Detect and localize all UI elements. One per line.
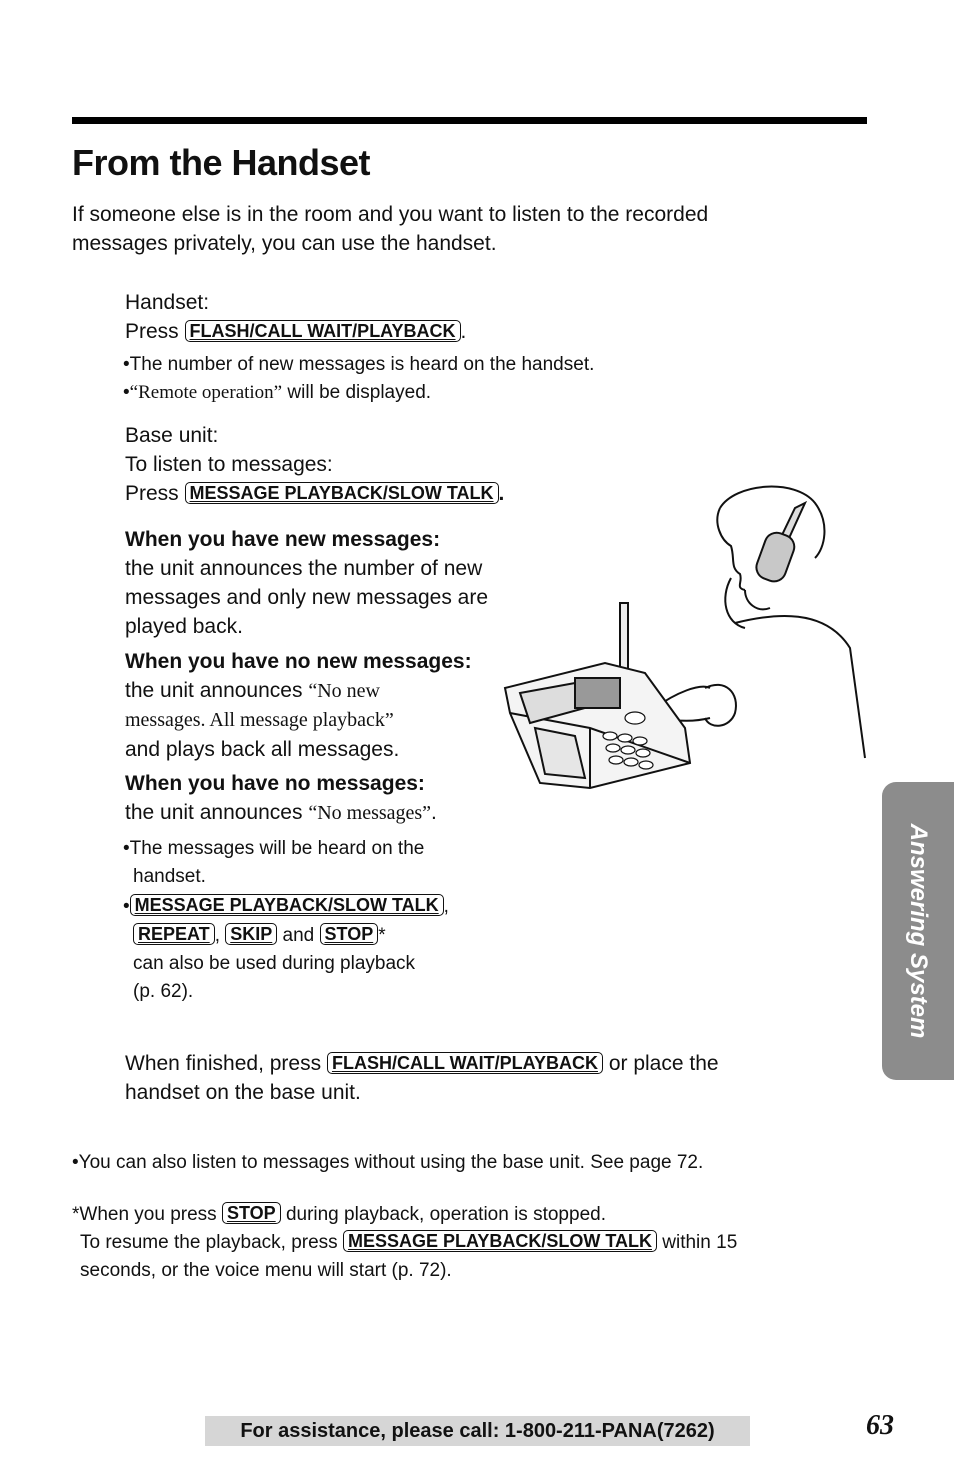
message-playback-key-note: MESSAGE PLAYBACK/SLOW TALK (130, 894, 444, 916)
playback-notes: •The messages will be heard on the handset. • MESSAGE PLAYBACK/SLOW TALK , REPEAT , SKIP and STOP * can also be used during playback (p. 62). (123, 838, 449, 1002)
stop-footnote: *When you press STOP during playback, operation is stopped. To resume the playback, press MESSAGE PLAYBACK/SLOW TALK within 15 seconds, or the voice menu will start (p. 72). (72, 1203, 738, 1281)
flash-call-wait-playback-key-finish: FLASH/CALL WAIT/PLAYBACK (327, 1052, 603, 1074)
skip-key: SKIP (225, 923, 277, 945)
note-bullet: •You can also listen to messages without using the base unit. See page 72. (72, 1152, 704, 1173)
step-base-unit: Base unit: To listen to messages: Press MESSAGE PLAYBACK/SLOW TALK . (125, 424, 505, 505)
repeat-key: REPEAT (133, 923, 215, 945)
stop-key-footnote: STOP (222, 1202, 281, 1224)
intro-paragraph: If someone else is in the room and you want to listen to the recorded messages privately, you can use the handset. (72, 203, 709, 255)
assistance-footer: For assistance, please call: 1-800-211-PANA(7262) (205, 1416, 750, 1446)
step-finish: When finished, press FLASH/CALL WAIT/PLAYBACK or place the handset on the base unit. (125, 1052, 719, 1104)
section-side-tab: Answering System (882, 782, 954, 1080)
stop-key: STOP (320, 923, 379, 945)
new-messages-block: When you have new messages: the unit announces the number of new messages and only new messages are played back. (125, 528, 489, 638)
flash-call-wait-playback-key: FLASH/CALL WAIT/PLAYBACK (185, 320, 461, 342)
step-handset: Handset: Press FLASH/CALL WAIT/PLAYBACK . (125, 291, 467, 343)
page-title: From the Handset (72, 142, 371, 183)
message-playback-key-footnote: MESSAGE PLAYBACK/SLOW TALK (343, 1230, 657, 1252)
top-rule (72, 117, 867, 124)
phone-illustration (495, 478, 870, 803)
step1-notes: •The number of new messages is heard on the handset. •“Remote operation” will be displayed. (123, 354, 595, 403)
no-messages-block: When you have no messages: the unit announces “No messages”. (125, 772, 437, 824)
message-playback-key: MESSAGE PLAYBACK/SLOW TALK (185, 482, 499, 504)
page-number: 63 (866, 1410, 894, 1441)
no-new-messages-block: When you have no new messages: the unit announces “No new messages. All message playback” and plays back all messages. (125, 650, 472, 761)
